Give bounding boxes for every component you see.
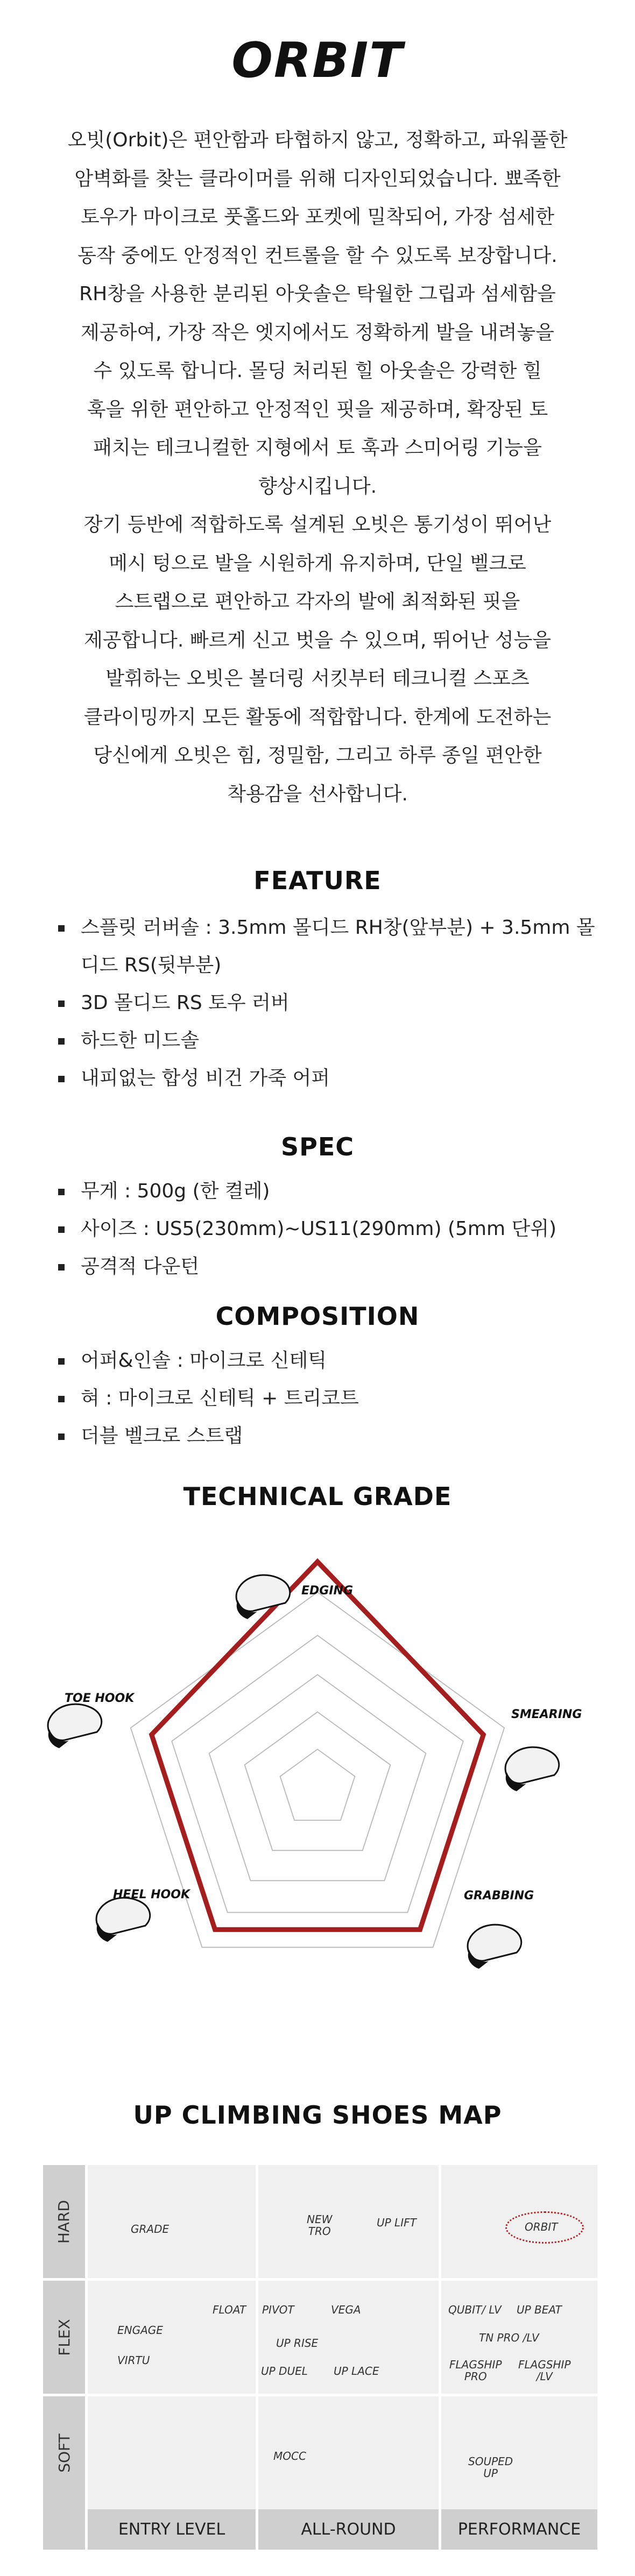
highlight-ring <box>505 2211 584 2244</box>
map-row-label <box>43 2396 85 2509</box>
map-column-label: ALL-ROUND <box>258 2509 439 2550</box>
radar-axis-label: HEEL HOOK <box>113 1888 190 1901</box>
map-model-tag: UP LIFT <box>377 2216 417 2229</box>
spec-list <box>54 1173 603 1286</box>
map-cell <box>441 2396 597 2509</box>
intro-description <box>43 121 592 813</box>
technical-grade-heading: TECHNICAL GRADE <box>183 1482 452 1511</box>
intro-line: 동작 중에도 안정적인 컨트롤을 할 수 있도록 보장합니다. <box>77 244 558 267</box>
intro-line: 향상시킵니다. <box>258 475 377 498</box>
map-model-tag: GRADE <box>131 2223 170 2236</box>
map-model-tag: VIRTU <box>117 2354 150 2367</box>
map-column-label: PERFORMANCE <box>441 2509 597 2550</box>
radar-svg <box>0 1538 635 2006</box>
map-model-tag: FLOAT <box>213 2303 246 2316</box>
intro-line: 제공하여, 가장 작은 엣지에서도 정확하게 발을 내려놓을 <box>81 321 554 344</box>
map-model-tag: VEGA <box>331 2303 361 2316</box>
feature-list <box>54 909 603 1097</box>
composition-item: 어퍼&인솔 : 마이크로 신테틱 <box>54 1342 603 1380</box>
radar-axis-label: EDGING <box>301 1584 354 1598</box>
radar-value-polygon <box>152 1562 484 1929</box>
intro-line: 당신에게 오빗은 힘, 정밀함, 그리고 하루 종일 편안한 <box>93 744 542 767</box>
map-cell <box>88 2396 256 2509</box>
spec-item: 사이즈 : US5(230mm)~US11(290mm) (5mm 단위) <box>54 1210 603 1248</box>
map-row-label-text: SOFT <box>55 2433 73 2473</box>
map-column-label: ENTRY LEVEL <box>88 2509 256 2550</box>
radar-grid-ring <box>245 1712 391 1851</box>
map-row-label <box>43 2281 85 2394</box>
radar-axis-label: SMEARING <box>511 1708 582 1721</box>
composition-list <box>54 1342 603 1455</box>
intro-line: 장기 등반에 적합하도록 설계된 오빗은 통기성이 뛰어난 <box>83 514 552 536</box>
composition-heading: COMPOSITION <box>215 1302 420 1331</box>
intro-line: 발휘하는 오빗은 볼더링 서킷부터 테크니컬 스포츠 <box>105 668 530 690</box>
feature-item: 내피없는 합성 비건 가죽 어퍼 <box>54 1060 603 1097</box>
feature-item: 하드한 미드솔 <box>54 1022 603 1060</box>
shoes-map-heading: UP CLIMBING SHOES MAP <box>133 2100 502 2130</box>
map-cell <box>88 2281 256 2394</box>
intro-line: 암벽화를 찾는 클라이머를 위해 디자인되었습니다. 뾰족한 <box>74 167 561 190</box>
climbing-technique-icon <box>96 1898 150 1942</box>
radar-axis-label: TOE HOOK <box>65 1692 135 1705</box>
map-model-tag: UP BEAT <box>517 2303 562 2316</box>
climbing-technique-icon <box>468 1925 521 1969</box>
intro-line: 훅을 위한 편안하고 안정적인 핏을 제공하며, 확장된 토 <box>87 398 548 421</box>
map-model-tag: ENGAGE <box>117 2324 163 2337</box>
radar-grid-ring <box>280 1749 355 1820</box>
map-model-tag: UP RISE <box>276 2337 319 2350</box>
intro-line: 제공합니다. 빠르게 신고 벗을 수 있으며, 뛰어난 성능을 <box>83 629 552 651</box>
map-model-tag: MOCC <box>273 2450 306 2463</box>
intro-line: 수 있도록 합니다. 몰딩 처리된 힐 아웃솔은 강력한 힐 <box>93 360 542 382</box>
map-row-label-text: FLEX <box>55 2318 73 2356</box>
shoes-map <box>43 2165 597 2550</box>
feature-heading: FEATURE <box>253 866 382 895</box>
spec-item: 공격적 다운턴 <box>54 1248 603 1286</box>
map-corner <box>43 2509 85 2550</box>
technical-grade-chart <box>0 1538 635 2006</box>
map-model-tag: SOUPED UP <box>468 2455 513 2480</box>
intro-line: 오빗(Orbit)은 편안함과 타협하지 않고, 정확하고, 파워풀한 <box>67 129 568 151</box>
intro-line: 패치는 테크니컬한 지형에서 토 훅과 스미어링 기능을 <box>93 437 542 459</box>
map-model-tag: ORBIT <box>525 2220 558 2233</box>
intro-line: 클라이밍까지 모든 활동에 적합합니다. 한계에 도전하는 <box>83 706 552 728</box>
climbing-technique-icon <box>48 1704 102 1748</box>
climbing-technique-icon <box>236 1575 290 1619</box>
intro-line: 스트랩으로 편안하고 각자의 발에 최적화된 핏을 <box>115 591 520 613</box>
map-model-tag: FLAGSHIP /LV <box>518 2358 571 2383</box>
intro-line: 착용감을 선사합니다. <box>227 783 408 805</box>
map-model-tag: PIVOT <box>262 2303 294 2316</box>
map-model-tag: FLAGSHIP PRO <box>449 2358 502 2383</box>
map-model-tag: UP DUEL <box>261 2365 308 2378</box>
feature-item: 스플릿 러버솔 : 3.5mm 몰디드 RH창(앞부분) + 3.5mm 몰디드 RS(뒷부분) <box>54 909 603 984</box>
map-row-label-text: HARD <box>55 2199 73 2244</box>
map-row-label <box>43 2165 85 2278</box>
climbing-technique-icon <box>505 1747 559 1791</box>
intro-line: 토우가 마이크로 풋홀드와 포켓에 밀착되어, 가장 섬세한 <box>81 206 554 228</box>
radar-grid-ring <box>209 1674 426 1880</box>
intro-line: RH창을 사용한 분리된 아웃솔은 탁월한 그립과 섬세함을 <box>79 283 556 305</box>
map-model-tag: QUBIT/ LV <box>448 2303 502 2316</box>
map-model-tag: NEW TRO <box>307 2213 333 2238</box>
spec-item: 무게 : 500g (한 켤레) <box>54 1173 603 1210</box>
map-model-tag: UP LACE <box>334 2365 379 2378</box>
composition-item: 더블 벨크로 스트랩 <box>54 1417 603 1455</box>
brand-title: ORBIT <box>231 32 404 89</box>
map-model-tag: TN PRO /LV <box>479 2331 539 2344</box>
radar-axis-label: GRABBING <box>464 1889 534 1903</box>
intro-line: 메시 텅으로 발을 시원하게 유지하며, 단일 벨크로 <box>109 552 526 574</box>
spec-heading: SPEC <box>280 1132 355 1161</box>
map-cell <box>88 2165 256 2278</box>
composition-item: 혀 : 마이크로 신테틱 + 트리코트 <box>54 1380 603 1417</box>
feature-item: 3D 몰디드 RS 토우 러버 <box>54 984 603 1022</box>
